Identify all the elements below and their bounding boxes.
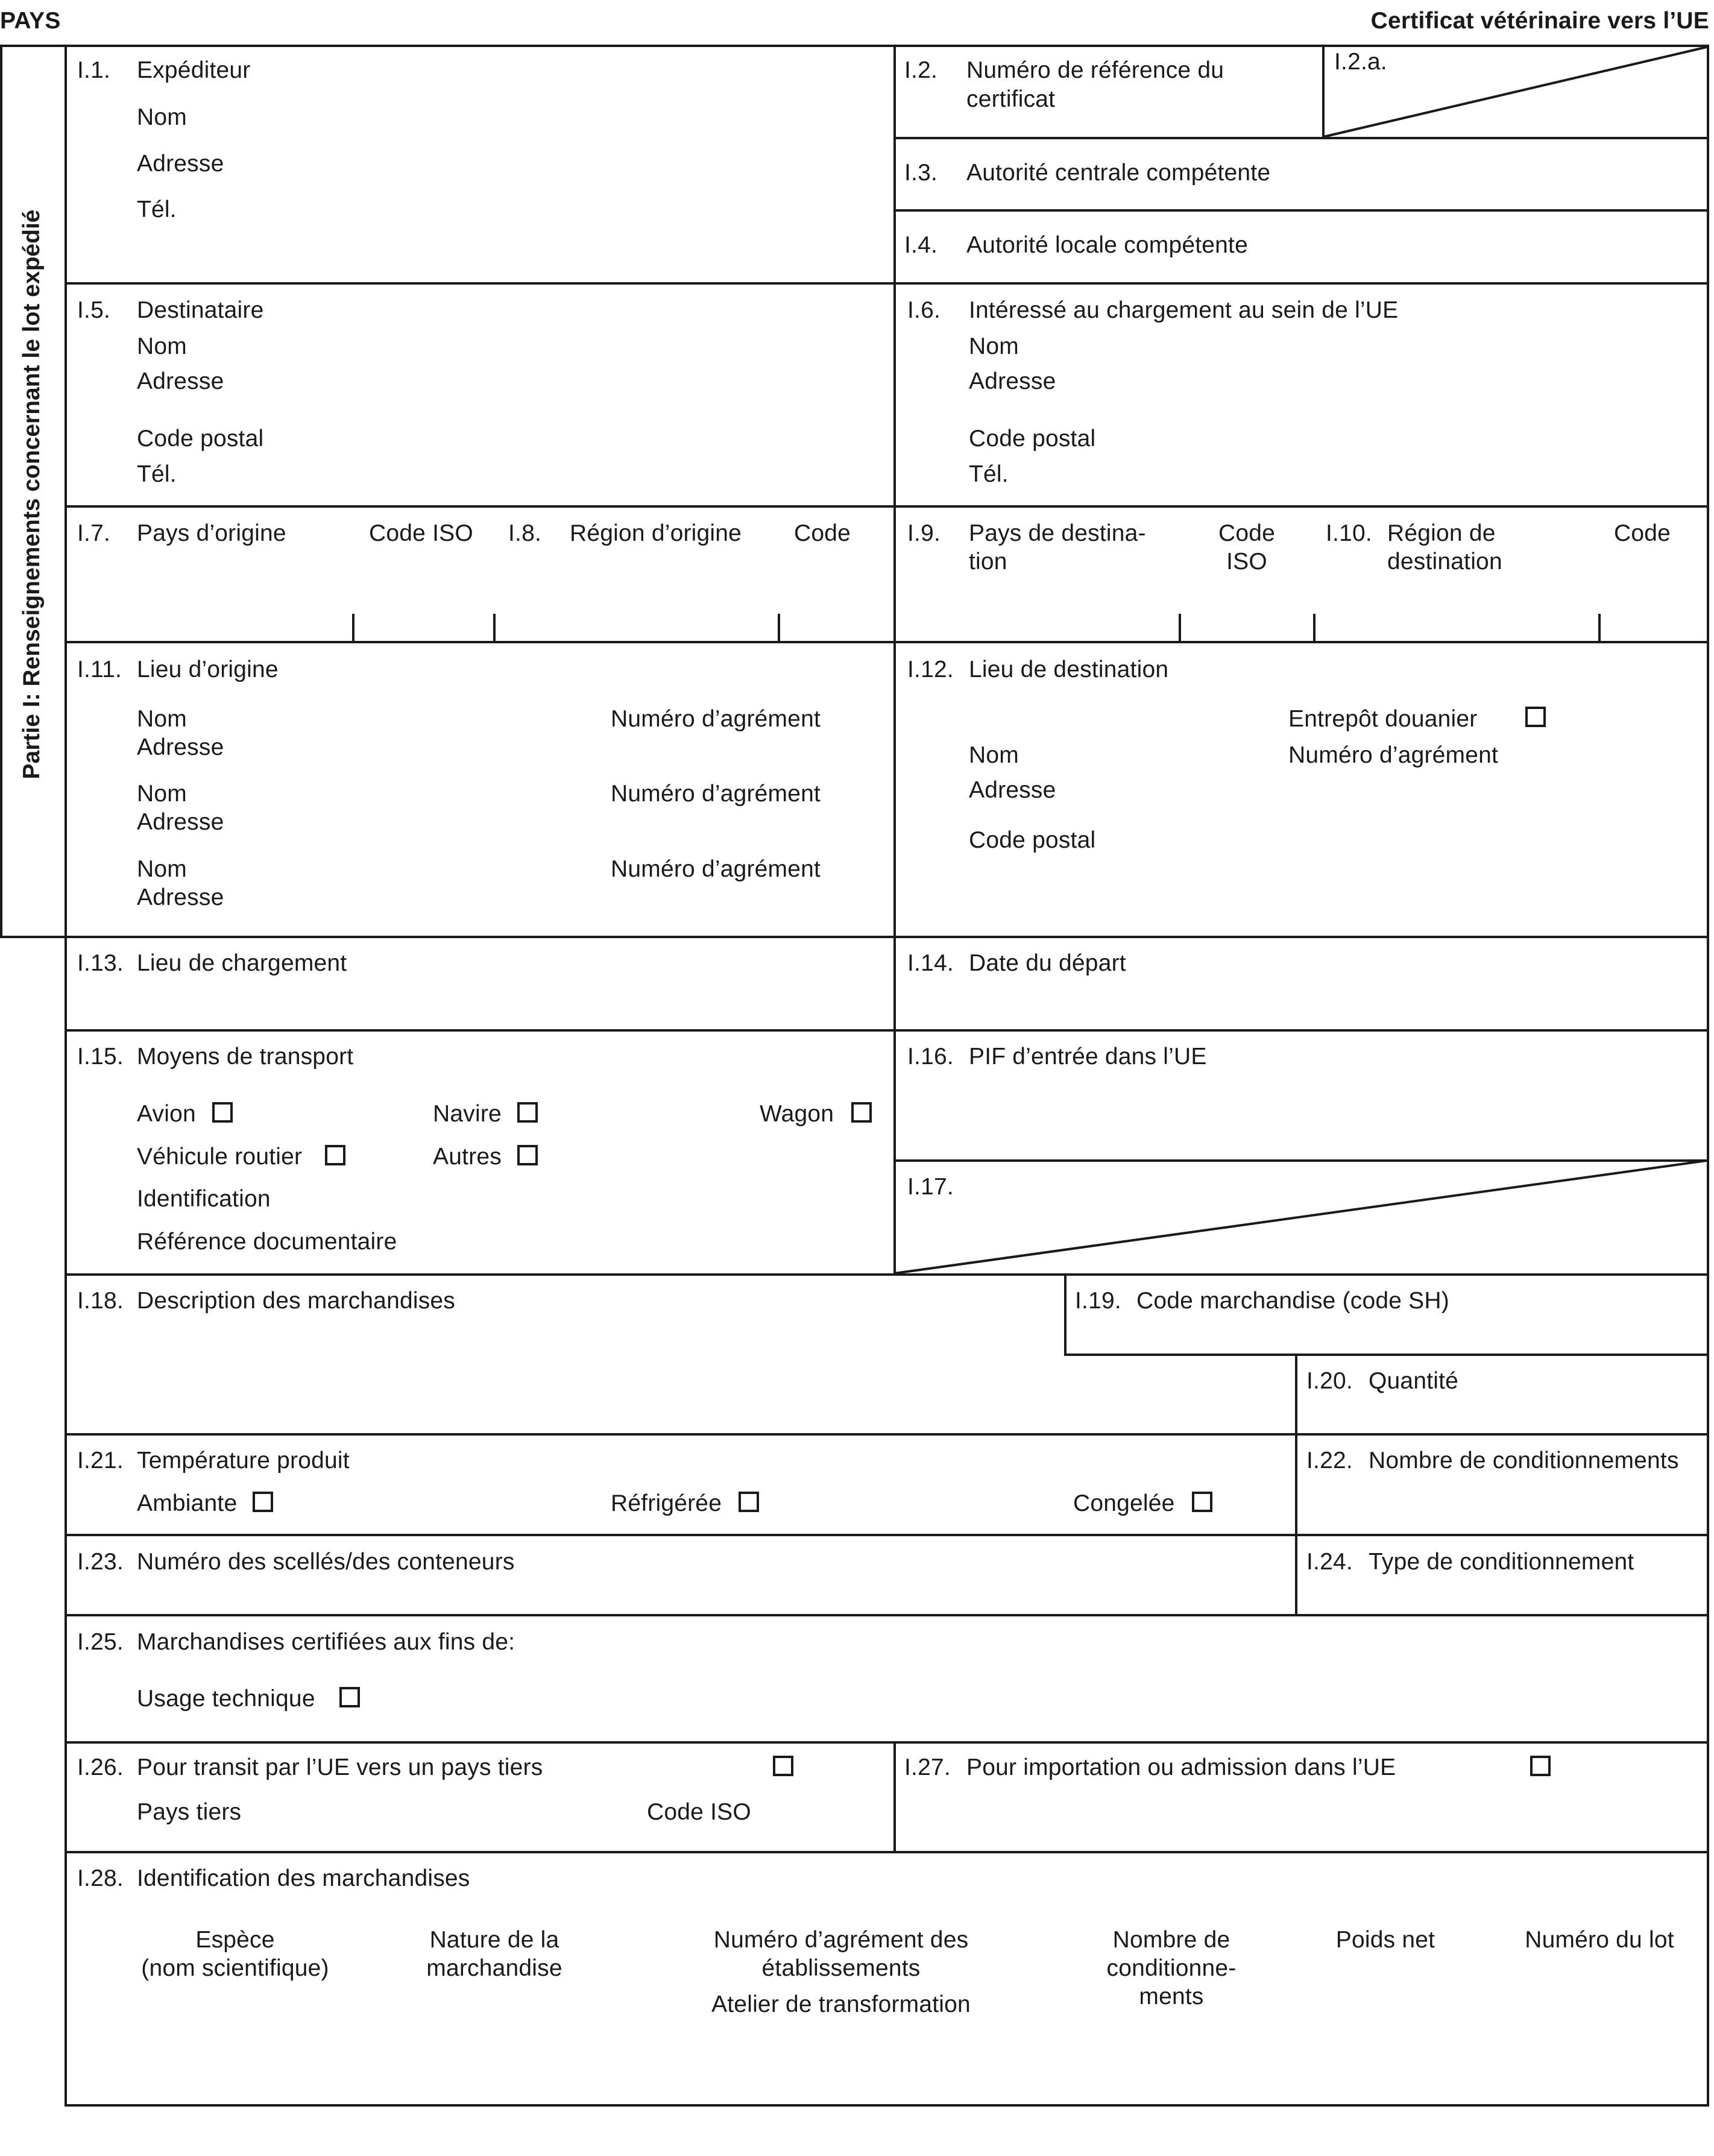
i9-code-line2: ISO: [1226, 549, 1267, 575]
i24-number: I.24.: [1306, 1549, 1353, 1575]
i8-code: Code: [794, 520, 851, 546]
i27-checkbox[interactable]: [1530, 1756, 1551, 1776]
i11-nom-1: Nom: [137, 706, 187, 732]
i12-number: I.12.: [907, 657, 954, 682]
i21-label: Température produit: [137, 1448, 350, 1474]
i1-tel: Tél.: [137, 197, 177, 222]
certificate-title: Certificat vétérinaire vers l’UE: [1370, 8, 1709, 34]
i13-number: I.13.: [77, 950, 124, 976]
i6-label: Intéressé au chargement au sein de l’UE: [969, 297, 1399, 323]
i19-label: Code marchandise (code SH): [1136, 1288, 1449, 1314]
i4-label: Autorité locale compétente: [966, 232, 1248, 258]
i8-number: I.8.: [508, 520, 541, 546]
i7-number: I.7.: [77, 520, 110, 546]
i15-avion-label: Avion: [137, 1101, 196, 1127]
i1-number: I.1.: [77, 57, 110, 83]
i1-label: Expéditeur: [137, 57, 251, 83]
i21-congelee-checkbox[interactable]: [1192, 1492, 1212, 1512]
i12-code-postal: Code postal: [969, 827, 1096, 853]
i3-number: I.3.: [904, 160, 937, 186]
i15-number: I.15.: [77, 1044, 124, 1070]
i28-col-espece-line2: (nom scientifique): [141, 1955, 329, 1981]
i21-refrigeree-label: Réfrigérée: [611, 1490, 722, 1516]
i28-col-nombre-line3: ments: [1139, 1984, 1204, 2009]
i26-pays-tiers: Pays tiers: [137, 1799, 242, 1825]
i16-label: PIF d’entrée dans l’UE: [969, 1044, 1207, 1070]
i21-congelee-label: Congelée: [1073, 1490, 1175, 1516]
i10-code: Code: [1614, 520, 1671, 546]
i12-nom: Nom: [969, 742, 1019, 768]
i15-label: Moyens de transport: [137, 1044, 354, 1070]
i1-adresse: Adresse: [137, 151, 224, 177]
i21-refrigeree-checkbox[interactable]: [739, 1492, 759, 1512]
i11-number: I.11.: [77, 657, 122, 682]
i15-vehicule-label: Véhicule routier: [137, 1144, 303, 1170]
i27-label: Pour importation ou admission dans l’UE: [966, 1754, 1396, 1780]
i11-adresse-3: Adresse: [137, 884, 224, 910]
i11-agrement-1: Numéro d’agrément: [611, 706, 821, 732]
i26-checkbox[interactable]: [773, 1756, 793, 1776]
i27-number: I.27.: [904, 1754, 951, 1780]
i5-number: I.5.: [77, 297, 110, 323]
i13-label: Lieu de chargement: [137, 950, 347, 976]
i11-agrement-3: Numéro d’agrément: [611, 856, 821, 882]
i15-navire-checkbox[interactable]: [517, 1102, 538, 1123]
i6-number: I.6.: [907, 297, 940, 323]
i26-number: I.26.: [77, 1754, 124, 1780]
i25-usage-label: Usage technique: [137, 1686, 315, 1712]
i5-tel: Tél.: [137, 461, 177, 487]
i5-code-postal: Code postal: [137, 426, 264, 452]
i10-label-line2: destination: [1387, 549, 1502, 575]
i12-adresse: Adresse: [969, 777, 1056, 803]
i15-wagon-checkbox[interactable]: [851, 1102, 872, 1123]
i12-agrement: Numéro d’agrément: [1288, 742, 1499, 768]
i21-number: I.21.: [77, 1448, 124, 1474]
i9-label-line1: Pays de destina-: [969, 520, 1146, 546]
i17-number: I.17.: [907, 1174, 954, 1200]
i19-number: I.19.: [1075, 1288, 1121, 1314]
i11-label: Lieu d’origine: [137, 657, 279, 682]
i3-label: Autorité centrale compétente: [966, 160, 1271, 186]
i28-col-nature-line1: Nature de la: [429, 1927, 559, 1953]
i6-nom: Nom: [969, 333, 1019, 359]
i6-tel: Tél.: [969, 461, 1009, 487]
i23-number: I.23.: [77, 1549, 124, 1575]
i28-col-nombre-line1: Nombre de: [1112, 1927, 1230, 1953]
i11-nom-2: Nom: [137, 781, 187, 807]
i24-label: Type de conditionnement: [1369, 1549, 1634, 1575]
i23-label: Numéro des scellés/des conteneurs: [137, 1549, 515, 1575]
i28-col-poids: Poids net: [1335, 1927, 1435, 1953]
i6-code-postal: Code postal: [969, 426, 1096, 452]
i12-entrepot-label: Entrepôt douanier: [1288, 706, 1478, 732]
i15-wagon-label: Wagon: [760, 1101, 834, 1127]
i18-label: Description des marchandises: [137, 1288, 456, 1314]
i28-col-agrement-line2: établissements: [761, 1955, 921, 1981]
i18-number: I.18.: [77, 1288, 124, 1314]
i10-number: I.10.: [1326, 520, 1372, 546]
i2a-number: I.2.a.: [1334, 49, 1387, 75]
i28-number: I.28.: [77, 1865, 124, 1891]
i20-number: I.20.: [1306, 1368, 1353, 1394]
i11-adresse-2: Adresse: [137, 809, 224, 835]
i15-reference: Référence documentaire: [137, 1229, 397, 1255]
i1-nom: Nom: [137, 104, 187, 130]
i28-col-atelier: Atelier de transformation: [711, 1991, 971, 2017]
i2-number: I.2.: [904, 57, 937, 83]
country-header: PAYS: [0, 8, 61, 34]
i15-autres-label: Autres: [433, 1144, 502, 1170]
i28-col-lot: Numéro du lot: [1525, 1927, 1674, 1953]
i15-identification: Identification: [137, 1186, 271, 1212]
i21-ambiante-checkbox[interactable]: [253, 1492, 273, 1512]
i12-entrepot-checkbox[interactable]: [1525, 707, 1546, 727]
i28-col-nature-line2: marchandise: [426, 1955, 562, 1981]
i8-label: Région d’origine: [570, 520, 742, 546]
i28-label: Identification des marchandises: [137, 1865, 470, 1891]
i15-avion-checkbox[interactable]: [212, 1102, 233, 1123]
i9-code-line1: Code: [1218, 520, 1276, 546]
i5-adresse: Adresse: [137, 368, 224, 394]
i25-number: I.25.: [77, 1629, 124, 1655]
i25-label: Marchandises certifiées aux fins de:: [137, 1629, 515, 1655]
i7-code: Code ISO: [369, 520, 473, 546]
i9-label-line2: tion: [969, 549, 1007, 575]
i12-label: Lieu de destination: [969, 657, 1169, 682]
i11-adresse-1: Adresse: [137, 734, 224, 760]
i16-number: I.16.: [907, 1044, 954, 1070]
i5-label: Destinataire: [137, 297, 264, 323]
i9-number: I.9.: [907, 520, 940, 546]
i6-adresse: Adresse: [969, 368, 1056, 394]
i15-vehicule-checkbox[interactable]: [325, 1145, 345, 1165]
i26-code-iso: Code ISO: [647, 1799, 751, 1825]
i14-number: I.14.: [907, 950, 954, 976]
i28-col-agrement-line1: Numéro d’agrément des: [713, 1927, 969, 1953]
i5-nom: Nom: [137, 333, 187, 359]
i7-label: Pays d’origine: [137, 520, 286, 546]
i4-number: I.4.: [904, 232, 937, 258]
i25-usage-checkbox[interactable]: [339, 1687, 360, 1707]
i14-label: Date du départ: [969, 950, 1126, 976]
i2-label-line2: certificat: [966, 86, 1056, 112]
i20-label: Quantité: [1369, 1368, 1459, 1394]
i11-nom-3: Nom: [137, 856, 187, 882]
part-one-side-label: Partie I: Renseignements concernant le lot expédié: [19, 209, 45, 780]
i28-col-espece-line1: Espèce: [195, 1927, 275, 1953]
i26-label: Pour transit par l’UE vers un pays tiers: [137, 1754, 543, 1780]
i15-autres-checkbox[interactable]: [517, 1145, 538, 1165]
i2-label-line1: Numéro de référence du: [966, 57, 1224, 83]
i15-navire-label: Navire: [433, 1101, 502, 1127]
i21-ambiante-label: Ambiante: [137, 1490, 238, 1516]
i28-col-nombre-line2: conditionne-: [1106, 1955, 1237, 1981]
i10-label-line1: Région de: [1387, 520, 1496, 546]
i11-agrement-2: Numéro d’agrément: [611, 781, 821, 807]
i22-number: I.22.: [1306, 1448, 1353, 1474]
i22-label: Nombre de conditionnements: [1369, 1448, 1679, 1474]
